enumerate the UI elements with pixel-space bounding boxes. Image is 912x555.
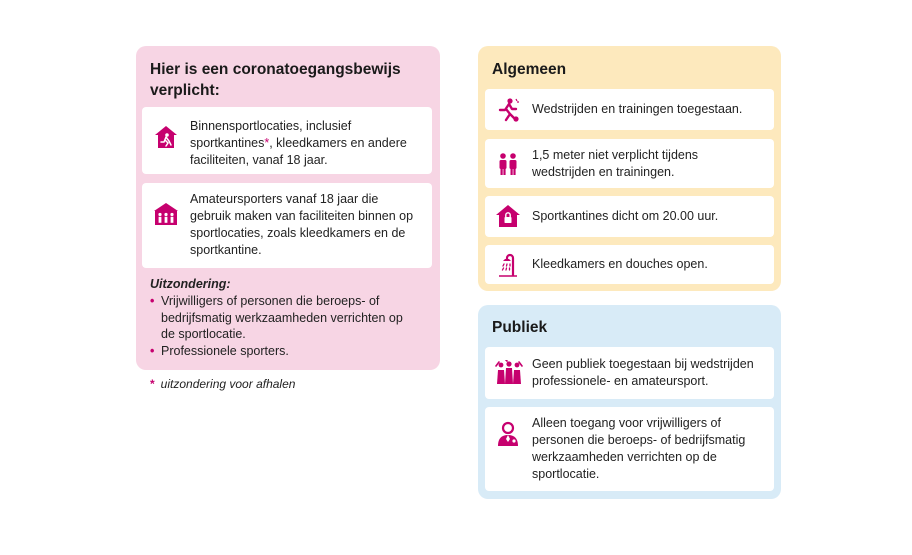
- shower-icon: [495, 252, 521, 278]
- crowd-icon: [495, 360, 523, 386]
- general-title: Algemeen: [492, 61, 567, 78]
- public-item-no-spectators: [485, 347, 774, 399]
- public-item-volunteers: [485, 407, 774, 491]
- list-item: • Vrijwilligers of personen die beroeps- of bedrijfsmatig werkzaamheden verrichten op de sportlocatie.: [150, 294, 403, 341]
- house-sport-icon: [153, 124, 179, 150]
- indoor-sport-locations-text: Binnensportlocaties, inclusief sportkantines*, kleedkamers en andere faciliteiten, vanaf 18 jaar.: [190, 119, 407, 167]
- public-title: Publiek: [492, 319, 548, 336]
- two-people-icon: [495, 151, 521, 177]
- house-lock-icon: [495, 203, 521, 229]
- indoor-sport-locations-card: [142, 107, 432, 174]
- amateur-athletes-text: Amateursporters vanaf 18 jaar die gebruik maken van faciliteiten binnen op sportlocaties, zoals kleedkamers en de sportkantine.: [190, 192, 414, 257]
- general-item-distance-text: 1,5 meter niet verplicht tijdens wedstrijden en trainingen.: [532, 148, 699, 179]
- general-item-distance: [485, 139, 774, 188]
- general-item-matches-text: Wedstrijden en trainingen toegestaan.: [532, 102, 743, 116]
- list-item: • Professionele sporters.: [150, 343, 289, 358]
- certificate-required-title: Hier is een coronatoegangsbewijs verplicht:: [150, 61, 401, 99]
- exception-title: Uitzondering:: [150, 277, 231, 291]
- general-item-showers-text: Kleedkamers en douches open.: [532, 257, 708, 271]
- footnote: * uitzondering voor afhalen: [150, 377, 296, 391]
- exception-list: [150, 293, 430, 359]
- general-item-canteens: [485, 196, 774, 237]
- public-item-volunteers-text: Alleen toegang voor vrijwilligers of personen die beroeps- of bedrijfsmatig werkzaamheden verrichten op de sportlocatie.: [532, 416, 746, 481]
- soccer-player-icon: [495, 97, 521, 123]
- amateur-athletes-card: [142, 183, 432, 268]
- public-item-no-spectators-text: Geen publiek toegestaan bij wedstrijden professionele- en amateursport.: [532, 357, 754, 388]
- volunteer-icon: [495, 421, 521, 447]
- group-building-icon: [153, 201, 179, 227]
- general-item-matches: [485, 89, 774, 130]
- general-item-canteens-text: Sportkantines dicht om 20.00 uur.: [532, 209, 719, 223]
- general-item-showers: [485, 245, 774, 284]
